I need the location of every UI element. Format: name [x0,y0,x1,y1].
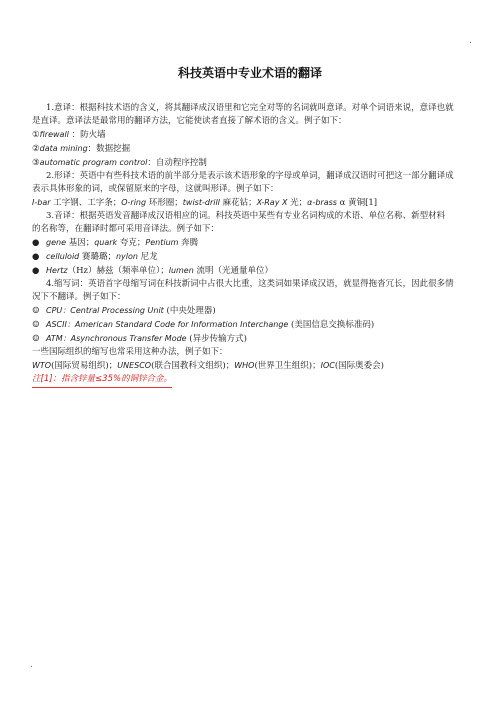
smiley-icon: ☺ [32,306,40,316]
list-item: ②data mining：数据挖掘 [32,144,131,154]
smiley-icon: ☺ [32,320,40,330]
s4-org-list: WTO(国际贸易组织)；UNESCO(联合国教科文组织)；WHO(世界卫生组织)；IOC(国际奥委会) [32,361,384,371]
list-item: ☺ ATM：Asynchronous Transfer Mode (异步传输方式) [32,334,247,344]
s4-org-intro: 一些国际组织的缩写也常采用这种办法，例子如下： [32,347,228,357]
page-title: 科技英语中专业术语的翻译 [177,66,322,80]
list-item: ● celluloid 赛璐璐；nylon 尼龙 [32,252,158,262]
list-item: ● gene 基因；quark 夸克；Pentium 奔腾 [32,238,199,248]
s2-para-line2: 表示具体形象的词，或保留原来的字母，这就叫形译。例子如下： [32,184,279,194]
list-item: ☺ CPU：Central Processing Unit (中央处理器) [32,306,216,316]
s2-para-line1: 2.形译：英语中有些科技术语的前半部分是表示该术语形象的字母或单词，翻译成汉语时可把这一部分翻译成 [46,171,454,181]
bullet-icon: ● [32,252,40,262]
list-item: ☺ ASCII：American Standard Code for Information Interchange (美国信息交换标准码) [32,320,375,330]
document-body [32,102,472,388]
list-item: ①firewall ：防火墙 [32,130,106,140]
list-item: ● Hertz（Hz）赫兹（频率单位）；lumen 流明（光通量单位） [32,266,273,276]
s1-para-line1: 1.意译：根据科技术语的含义，将其翻译成汉语里和它完全对等的名词就叫意译。对单个词语来说，意译也就 [46,103,454,113]
corner-mark: . [30,660,33,670]
handwritten-footnote: 注[1]：指含锌量≤35%的铜锌合金。 [32,373,172,388]
s4-para-line1: 4.缩写词：英语首字母缩写词在科技新词中占很大比重，这类词如果译成汉语，就显得拖沓冗长，因此很多情 [46,279,454,289]
s4-para-line2: 况下不翻译。例子如下： [32,292,126,302]
bullet-icon: ● [32,266,40,276]
s3-para-line2: 的名称等，在翻译时都可采用音译法。例子如下： [32,224,220,234]
list-item: ③automatic program control：自动程序控制 [32,158,207,168]
corner-mark: . [469,36,472,46]
s2-examples: I-bar 工字钢、工字条；O-ring 环形圈；twist-drill 麻花钻；X-Ray X 光；α-brass α 黄铜[1] [32,198,378,208]
s3-para-line1: 3.音译：根据英语发音翻译成汉语相应的词。科技英语中某些有专业名词构成的术语、单位名称、新型材料 [46,211,446,221]
footnote-line [32,373,472,388]
s1-para-line2: 是直译。意译法是最常用的翻译方法，它能使读者直接了解术语的含义。例子如下： [32,116,347,126]
bullet-icon: ● [32,238,40,248]
smiley-icon: ☺ [32,334,40,344]
